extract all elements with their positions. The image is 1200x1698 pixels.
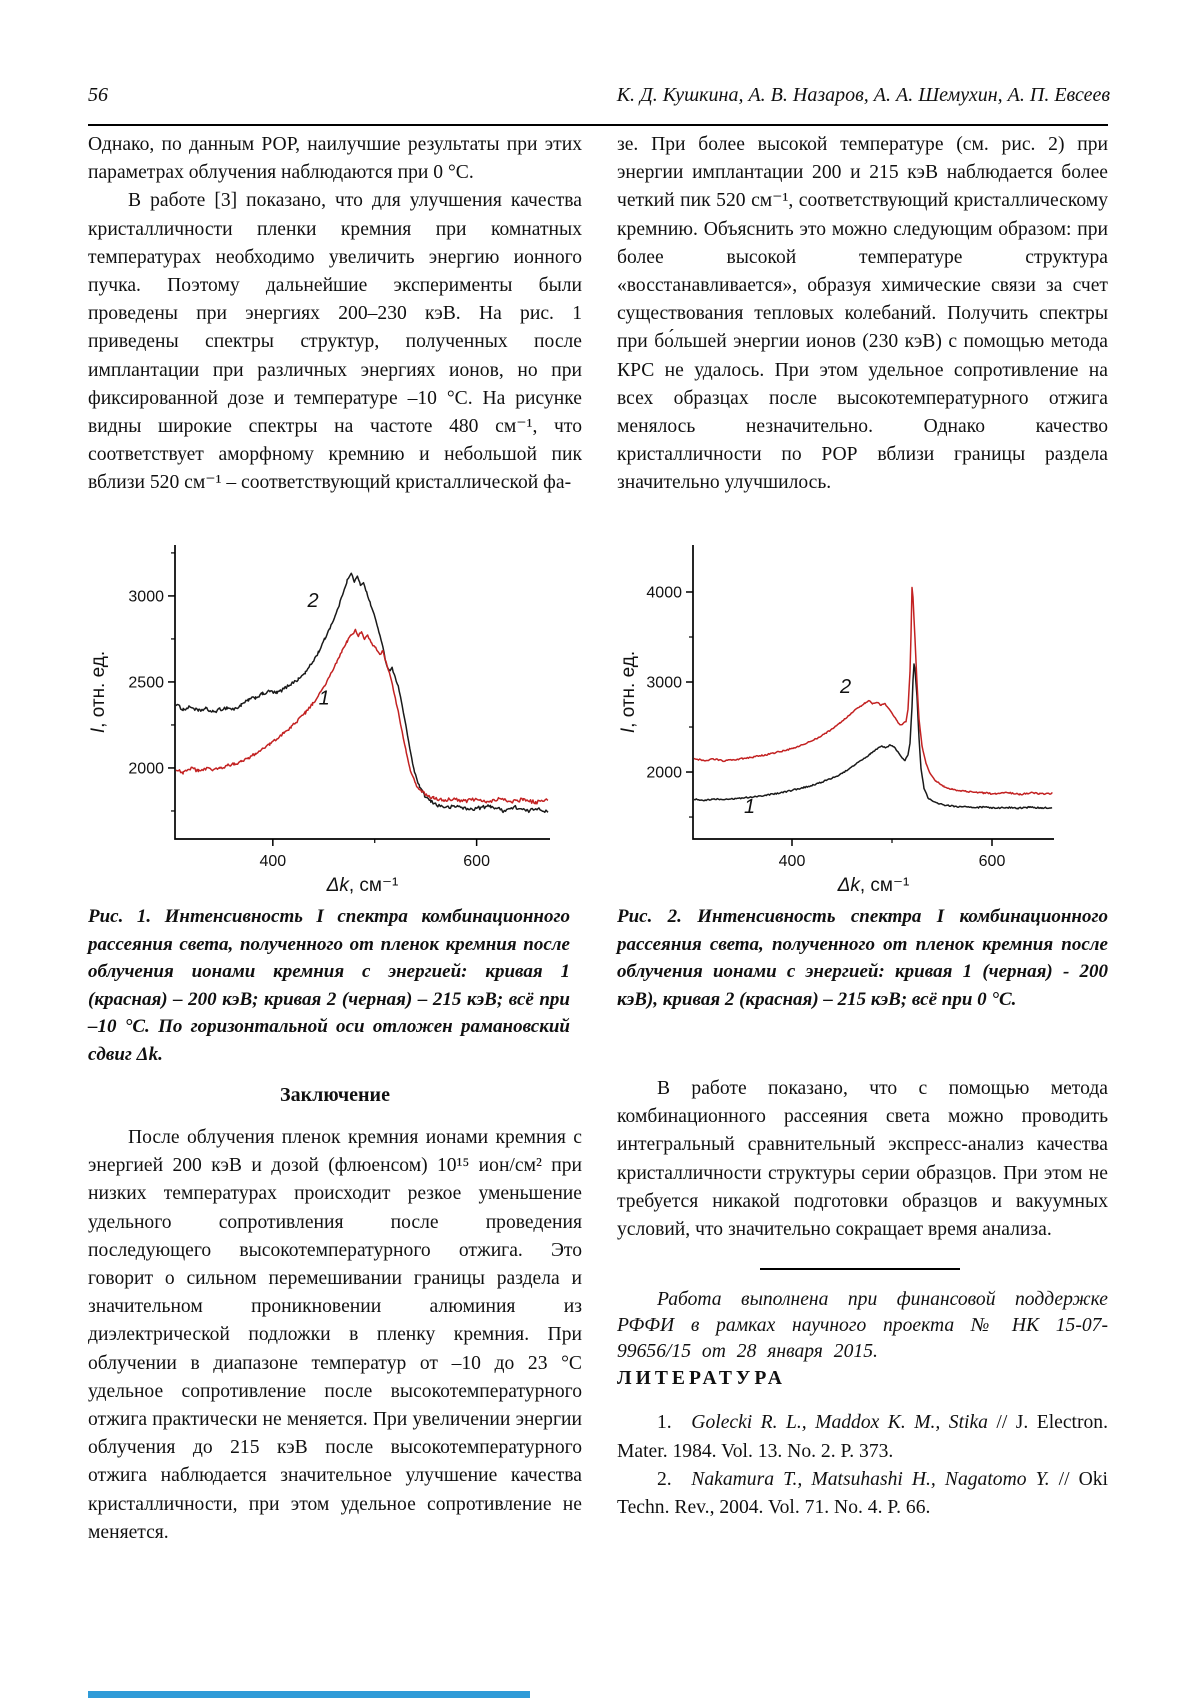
right-column xyxy=(617,131,1108,498)
svg-text:I, отн. ед.: I, отн. ед. xyxy=(618,650,639,734)
bottom-blue-bar xyxy=(88,1691,530,1698)
conclusion-heading: Заключение xyxy=(280,1084,390,1106)
svg-text:4000: 4000 xyxy=(646,584,682,602)
paragraph: Однако, по данным РОР, наилучшие результаты при этих параметрах облучения наблюдаются при 0 °С. xyxy=(88,134,582,184)
paragraph: зе. При более высокой температуре (см. рис. 2) при энергии имплантации 200 и 215 кэВ наблюдается более четкий пик 520 см⁻¹, соответствующий кристаллическому кремнию. Объяснить это можно следующим образом: при более высокой температуре структура «восстанавливается», образуя химические связи за счет существования тепловых колебаний. Получить спектры при бо́льшей энергии ионов (230 кэВ) с помощью метода КРС не удалось. При этом удельное сопротивление на всех образцах после высокотемпературного отжига менялось незначительно. Однако качество кристалличности по РОР вблизи границы раздела значительно улучшилось. xyxy=(617,134,1108,494)
right-lower-column xyxy=(617,1075,1108,1522)
left-column xyxy=(88,131,582,498)
paragraph: В работе показано, что с помощью метода комбинационного рассеяния света можно проводить интегральный сравнительный экспресс-анализ качества кристалличности структуры серии образцов. При этом не требуется никакой подготовки образцов и вакуумных условий, что значительно сокращает время анализа. xyxy=(617,1078,1108,1241)
conclusion-body xyxy=(88,1124,582,1547)
reference-item xyxy=(617,1409,1108,1465)
literature-heading: ЛИТЕРАТУРА xyxy=(617,1368,786,1390)
svg-text:2000: 2000 xyxy=(128,760,164,778)
figure-1 xyxy=(88,528,558,905)
funding-note: Работа выполнена при финансовой поддержке РФФИ в рамках научного проекта № НК 15-07-99656/15 от 28 января 2015. xyxy=(617,1289,1108,1363)
body-text-top xyxy=(88,131,1108,498)
reference-authors: Nakamura T., Matsuhashi H., Nagatomo Y. xyxy=(691,1468,1050,1490)
reference-source: // Oki Techn. Rev., 2004. Vol. 71. No. 4. P. 66. xyxy=(617,1468,1109,1519)
svg-text:I, отн. ед.: I, отн. ед. xyxy=(88,650,109,734)
svg-text:2500: 2500 xyxy=(128,674,164,692)
footnote-rule xyxy=(760,1268,960,1270)
reference-authors: Golecki R. L., Maddox K. M., Stika xyxy=(691,1412,988,1434)
svg-text:3000: 3000 xyxy=(128,588,164,606)
svg-text:2: 2 xyxy=(307,590,319,613)
svg-text:2: 2 xyxy=(840,675,852,698)
svg-text:400: 400 xyxy=(778,853,806,870)
svg-text:Δk, см⁻¹: Δk, см⁻¹ xyxy=(326,875,399,896)
reference-list xyxy=(617,1409,1108,1522)
page-number: 56 xyxy=(88,84,108,106)
reference-number: 1. xyxy=(657,1412,672,1434)
figure-1-caption: Рис. 1. Интенсивность I спектра комбинационного рассеяния света, полученного от пленок кремния после облучения ионами кремния с энергией: кривая 1 (красная) – 200 кэВ; кривая 2 (черная) – 215 кэВ; всё при –10 °С. По горизонтальной оси отложен рамановский сдвиг Δk. xyxy=(88,906,570,1065)
figure-2-chart xyxy=(592,528,1062,900)
svg-text:2000: 2000 xyxy=(646,764,682,782)
reference-source: // J. Electron. Mater. 1984. Vol. 13. No. 2. P. 373. xyxy=(617,1412,1108,1462)
svg-text:400: 400 xyxy=(259,853,287,870)
header-rule xyxy=(88,124,1108,126)
paragraph: После облучения пленок кремния ионами кремния с энергией 200 кэВ и дозой (флюенсом) 10¹⁵ ион/см² при низких температурах происходит резкое уменьшение удельного сопротивления после проведения последующего высокотемпературного отжига. Это говорит о сильном перемешивании границы раздела и значительном проникновении алюминия из диэлектрической подложки в пленку кремния. При облучении в диапазоне температур от –10 до 23 °С удельное сопротивление после высокотемпературного отжига практически не меняется. При увеличении энергии облучения до 215 кэВ после высокотемпературного отжига наблюдается значительное улучшение качества кристалличности, при этом удельное сопротивление не меняется. xyxy=(88,1127,582,1543)
figure-2-caption: Рис. 2. Интенсивность спектра I комбинационного рассеяния света, полученного от пленок кремния после облучения ионами с энергией: кривая 1 (черная) - 200 кэВ), кривая 2 (красная) – 215 кэВ; всё при 0 °С. xyxy=(617,906,1108,1010)
svg-text:600: 600 xyxy=(463,853,490,870)
reference-number: 2. xyxy=(657,1468,672,1490)
svg-text:1: 1 xyxy=(744,795,756,818)
svg-text:600: 600 xyxy=(978,853,1006,870)
paragraph: В работе [3] показано, что для улучшения качества кристалличности пленки кремния при комнатных температурах необходимо увеличить энергию ионного пучка. Поэтому дальнейшие эксперименты были проведены при энергиях 200–230 кэВ. На рис. 1 приведены спектры структур, полученных после имплантации при различных энергиях ионов, но при фиксированной дозе и температуре –10 °С. На рисунке видны широкие спектры на частоте 480 см⁻¹, что соответствует аморфному кремнию и небольшой пик вблизи 520 см⁻¹ – соответствующий кристаллической фа- xyxy=(88,190,582,494)
svg-text:3000: 3000 xyxy=(646,674,682,692)
authors-line: К. Д. Кушкина, А. В. Назаров, А. А. Шемухин, А. П. Евсеев xyxy=(616,84,1110,106)
svg-text:Δk, см⁻¹: Δk, см⁻¹ xyxy=(837,875,910,896)
figure-2 xyxy=(592,528,1062,905)
figure-1-chart xyxy=(88,528,558,900)
reference-item xyxy=(617,1466,1108,1522)
svg-text:1: 1 xyxy=(318,687,330,710)
